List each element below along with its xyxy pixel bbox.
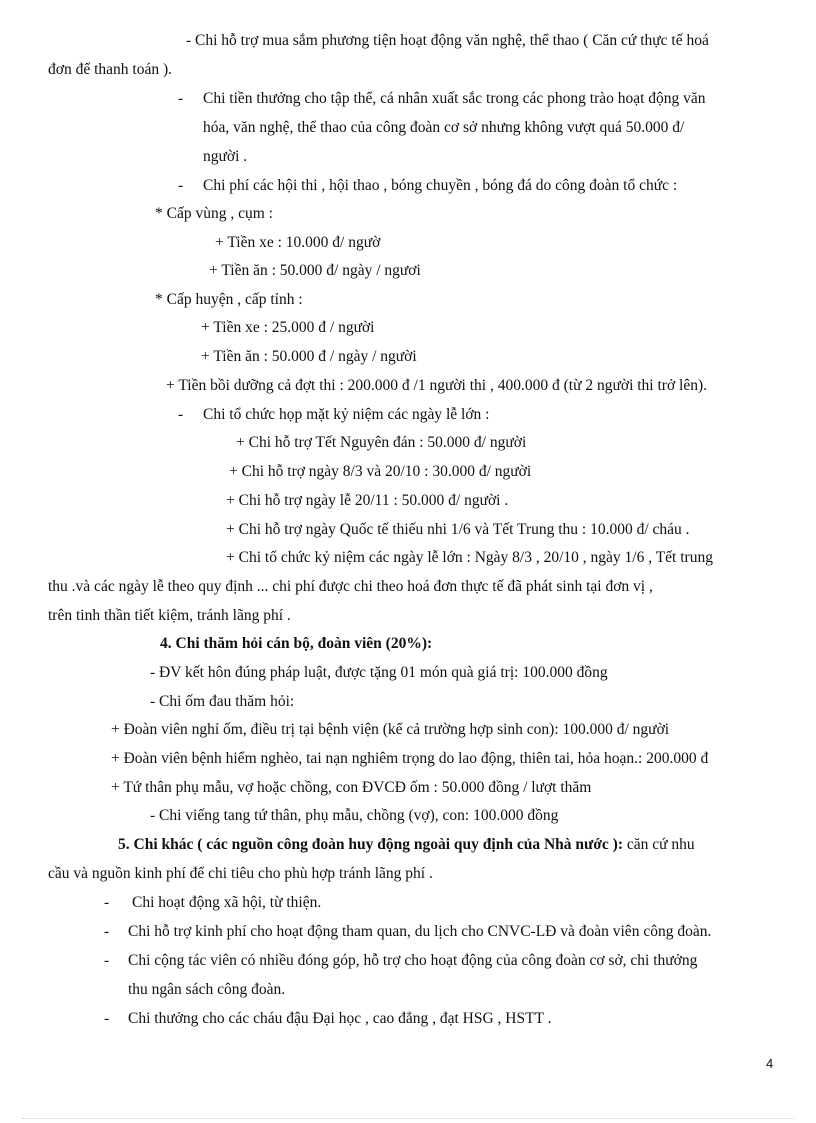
- text-line: - Chi ốm đau thăm hỏi:: [150, 693, 295, 710]
- text-line: + Chi hỗ trợ ngày 8/3 và 20/10 : 30.000 đ/ người: [229, 463, 532, 480]
- text-line: * Cấp huyện , cấp tỉnh :: [155, 291, 303, 308]
- text-line: + Đoàn viên nghỉ ốm, điều trị tại bệnh viện (kể cả trường hợp sinh con): 100.000 đ/ người: [111, 721, 670, 738]
- text-line: Chi hoạt động xã hội, từ thiện.: [132, 894, 322, 911]
- section-heading-5: 5. Chi khác ( các nguồn công đoàn huy động ngoài quy định của Nhà nước ):: [118, 836, 623, 853]
- text-line: - Chi hỗ trợ mua sắm phương tiện hoạt động văn nghệ, thể thao ( Căn cứ thực tế hoá: [186, 32, 709, 49]
- section-heading-5-line: [118, 835, 695, 855]
- text-line: Chi cộng tác viên có nhiều đóng góp, hỗ trợ cho hoạt động của công đoàn cơ sở, chi thưởng: [128, 952, 698, 969]
- bullet-dash: -: [104, 1010, 110, 1027]
- text-line: + Tứ thân phụ mẫu, vợ hoặc chồng, con ĐVCĐ ốm : 50.000 đồng / lượt thăm: [111, 779, 592, 796]
- text-line: Chi tổ chức họp mặt kỷ niệm các ngày lễ lớn :: [203, 406, 490, 423]
- text-line: * Cấp vùng , cụm :: [155, 205, 273, 222]
- page-bottom-divider: [22, 1118, 794, 1119]
- bullet-dash: -: [178, 406, 184, 423]
- text-line: Chi thưởng cho các cháu đậu Đại học , cao đẳng , đạt HSG , HSTT .: [128, 1010, 552, 1027]
- text-line: + Đoàn viên bệnh hiểm nghèo, tai nạn nghiêm trọng do lao động, thiên tai, hỏa hoạn.: 200.000 đ: [111, 750, 709, 767]
- bullet-dash: -: [104, 952, 110, 969]
- text-line: người .: [203, 148, 248, 165]
- bullet-dash: -: [104, 894, 110, 911]
- text-line: Chi hỗ trợ kinh phí cho hoạt động tham quan, du lịch cho CNVC-LĐ và đoàn viên công đoàn.: [128, 923, 712, 940]
- text-line: + Tiền xe : 25.000 đ / người: [201, 319, 375, 336]
- bullet-dash: -: [178, 177, 184, 194]
- text-line: + Tiền xe : 10.000 đ/ ngườ: [215, 234, 381, 251]
- text-line: + Chi hỗ trợ ngày lễ 20/11 : 50.000 đ/ người .: [226, 492, 509, 509]
- text-line: Chi tiền thưởng cho tập thể, cá nhân xuất sắc trong các phong trào hoạt động văn: [203, 90, 706, 107]
- text-line: thu ngân sách công đoàn.: [128, 981, 286, 998]
- text-line: thu .và các ngày lễ theo quy định ... chi phí được chi theo hoá đơn thực tế đã phát sinh tại đơn vị ,: [48, 578, 653, 595]
- text-line: + Tiền ăn : 50.000 đ/ ngày / ngươi: [209, 262, 421, 279]
- text-line: Chi phí các hội thi , hội thao , bóng chuyền , bóng đá do công đoàn tổ chức :: [203, 177, 678, 194]
- text-line: + Chi tổ chức kỷ niệm các ngày lễ lớn : Ngày 8/3 , 20/10 , ngày 1/6 , Tết trung: [226, 549, 713, 566]
- bullet-dash: -: [178, 90, 184, 107]
- text-line: căn cứ nhu: [626, 836, 695, 853]
- text-line: hóa, văn nghệ, thể thao của công đoàn cơ sở nhưng không vượt quá 50.000 đ/: [203, 119, 685, 136]
- text-line: + Tiền bồi dưỡng cả đợt thi : 200.000 đ /1 người thi , 400.000 đ (từ 2 người thi trở lên).: [166, 377, 708, 394]
- section-heading-4: 4. Chi thăm hỏi cán bộ, đoàn viên (20%):: [160, 635, 433, 652]
- page-number: 4: [766, 1056, 774, 1071]
- text-line: + Chi hỗ trợ Tết Nguyên đán : 50.000 đ/ người: [236, 434, 527, 451]
- text-line: - ĐV kết hôn đúng pháp luật, được tặng 01 món quà giá trị: 100.000 đồng: [150, 664, 608, 681]
- text-line: + Chi hỗ trợ ngày Quốc tế thiếu nhi 1/6 và Tết Trung thu : 10.000 đ/ cháu .: [226, 521, 690, 538]
- text-line: - Chi viếng tang tứ thân, phụ mẫu, chồng (vợ), con: 100.000 đồng: [150, 807, 559, 824]
- bullet-dash: -: [104, 923, 110, 940]
- text-line: đơn để thanh toán ).: [48, 61, 172, 78]
- text-line: + Tiền ăn : 50.000 đ / ngày / người: [201, 348, 417, 365]
- text-line: trên tinh thần tiết kiệm, tránh lãng phí .: [48, 607, 291, 624]
- text-line: cầu và nguồn kinh phí để chi tiêu cho phù hợp tránh lãng phí .: [48, 865, 433, 882]
